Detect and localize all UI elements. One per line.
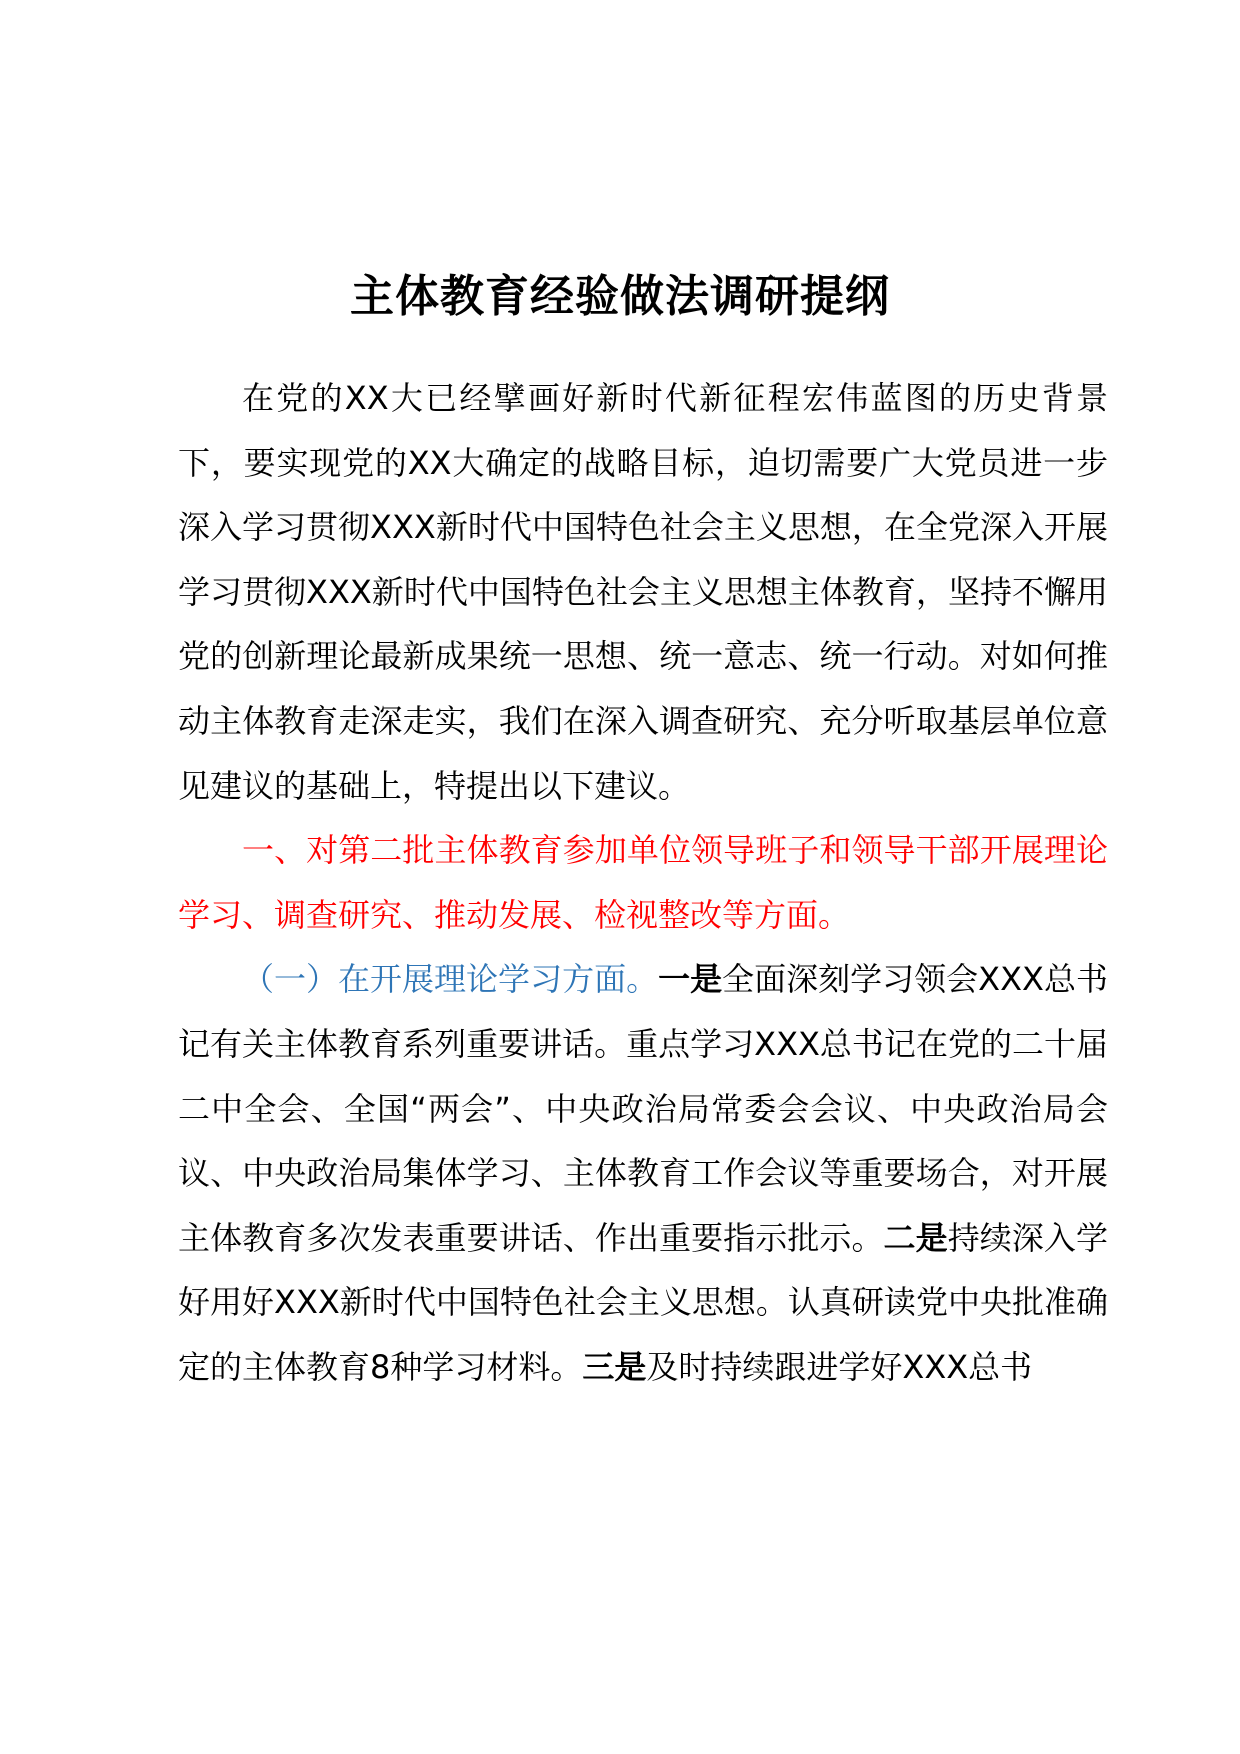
- section-heading-1: 一、对第二批主体教育参加单位领导班子和领导干部开展理论学习、调查研究、推动发展、检视整改等方面。: [178, 831, 1108, 934]
- intro-paragraph: 在党的XX大已经擘画好新时代新征程宏伟蓝图的历史背景下，要实现党的XX大确定的战略目标，迫切需要广大党员进一步深入学习贯彻XXX新时代中国特色社会主义思想，在全党深入开展学习贯彻XXX新时代中国特色社会主义思想主体教育，坚持不懈用党的创新理论最新成果统一思想、统一意志、统一行动。对如何推动主体教育走深走实，我们在深入调查研究、充分听取基层单位意见建议的基础上，特提出以下建议。: [178, 379, 1108, 805]
- point-label-2: 二是: [883, 1218, 948, 1257]
- document-title: 主体教育经验做法调研提纲: [350, 271, 890, 322]
- subsection-paragraph-1: [178, 947, 1108, 1399]
- subsection-heading-1: （一）在开展理论学习方面。: [242, 960, 659, 999]
- document-body: [178, 366, 1108, 1400]
- point-label-1: 一是: [658, 960, 723, 999]
- point-text-1: 全面深刻学习领会XXX总书记有关主体教育系列重要讲话。重点学习XXX总书记在党的二十届二中全会、全国“两会”、中央政治局常委会会议、中央政治局会议、中央政治局集体学习、主体教育工作会议等重要场合，对开展主体教育多次发表重要讲话、作出重要指示批示。: [178, 960, 1108, 1257]
- point-text-2: 持续深入学好用好XXX新时代中国特色社会主义思想。认真研读党中央批准确定的主体教育8种学习材料。: [178, 1218, 1108, 1386]
- point-text-3: 及时持续跟进学好XXX总书: [646, 1347, 1033, 1386]
- point-label-3: 三是: [582, 1347, 647, 1386]
